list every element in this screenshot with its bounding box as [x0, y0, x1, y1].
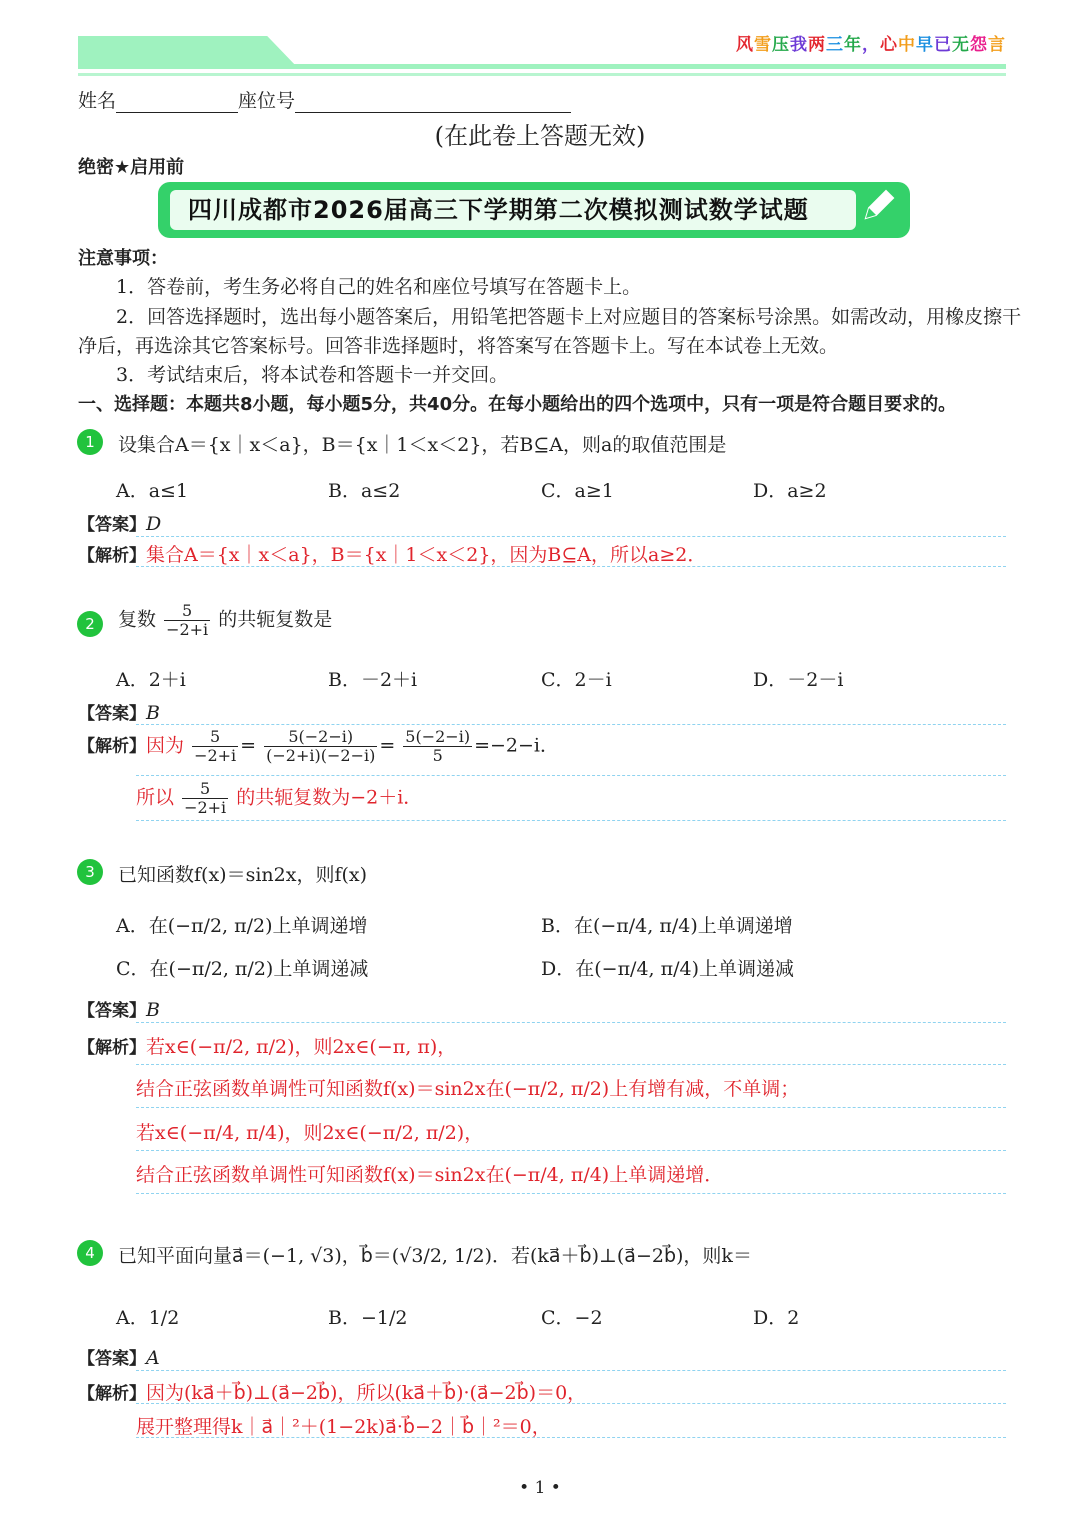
numerator: 5 [164, 602, 210, 621]
question-number-badge: 4 [77, 1240, 103, 1266]
q1-option-a: A．a≤1 [116, 480, 189, 502]
fraction [264, 728, 377, 765]
q1-answer [78, 510, 161, 535]
q3-analysis-line3: 若x∈(−π/4, π/4)，则2x∈(−π/2, π/2)， [136, 1122, 484, 1144]
q2-stem [118, 602, 332, 639]
q3-stem: 已知函数f(x)＝sin2x，则f(x) [118, 864, 368, 886]
q3-option-d: D．在(−π/4, π/4)上单调递减 [541, 958, 795, 980]
notice-item-1: 1．答卷前，考生务必将自己的姓名和座位号填写在答题卡上。 [116, 276, 642, 298]
notice-item-3: 3．考试结束后，将本试卷和答题卡一并交回。 [116, 364, 509, 386]
header-rule-thin [78, 73, 1006, 76]
q3-option-c: C．在(−π/2, π/2)上单调递减 [116, 958, 369, 980]
q3-analysis-line2: 结合正弦函数单调性可知函数f(x)＝sin2x在(−π/2, π/2)上有增有减，不单调； [136, 1078, 800, 1100]
analysis-text: 若x∈(−π/2, π/2)，则2x∈(−π, π)， [146, 1036, 457, 1058]
divider [136, 566, 1006, 567]
divider [136, 1064, 1006, 1065]
q4-option-d: D．2 [753, 1307, 800, 1329]
header-rule [78, 64, 1006, 69]
q2-option-c: C．2－i [541, 669, 612, 691]
q4-analysis-line1 [78, 1378, 586, 1405]
q3-option-a: A．在(−π/2, π/2)上单调递增 [116, 915, 368, 937]
divider [136, 775, 1006, 776]
numerator: 5 [182, 780, 228, 799]
exam-title: 四川成都市2026届高三下学期第二次模拟测试数学试题 [170, 190, 856, 230]
q1-stem: 设集合A＝{x｜x＜a}，B＝{x｜1＜x＜2}，若B⊆A，则a的取值范围是 [118, 434, 727, 456]
analysis-text: 的共轭复数为−2＋i． [236, 786, 423, 809]
denominator: −2+i [184, 798, 227, 817]
question-number-badge: 1 [77, 429, 103, 455]
q3-answer [78, 996, 160, 1021]
divider [136, 1193, 1006, 1194]
secret-label: 绝密★启用前 [78, 157, 185, 178]
q3-analysis-line1 [78, 1032, 456, 1059]
notice-item-2: 2．回答选择题时，选出每小题答案后，用铅笔把答题卡上对应题目的答案标号涂黑。如需改动，用橡皮擦干 [116, 306, 1022, 328]
q2-analysis-line1: 【解析】因为 $\frac{5}{-2+i}$ = $\frac{5(-2-i)}{(-2+i)(-2-i)}$ = $\frac{5(-2-i)}{5}$ =−2−i． [78, 727, 560, 765]
q2-analysis-line2 [136, 780, 422, 817]
answer-label: 【答案】 [78, 1349, 146, 1369]
analysis-result: =−2−i． [474, 734, 560, 757]
notice-item-2-cont: 净后，再选涂其它答案标号。回答非选择题时，将答案写在答题卡上。写在本试卷上无效。 [78, 335, 839, 357]
q2-stem-pre: 复数 [118, 608, 157, 631]
q3-analysis-line4: 结合正弦函数单调性可知函数f(x)＝sin2x在(−π/4, π/4)上单调递增． [136, 1164, 724, 1186]
q2-option-b: B．－2＋i [328, 669, 418, 691]
numerator: 5 [192, 728, 238, 747]
q3-option-b: B．在(−π/4, π/4)上单调递增 [541, 915, 793, 937]
divider [136, 724, 1006, 725]
answer-value: A [146, 1347, 160, 1369]
divider [136, 820, 1006, 821]
q2-stem-post: 的共轭复数是 [218, 608, 333, 631]
divider [136, 536, 1006, 537]
analysis-text: 所以 [136, 786, 175, 809]
numerator: 5(−2−i) [405, 727, 471, 746]
section-heading: 一、选择题：本题共8小题，每小题5分，共40分。在每小题给出的四个选项中，只有一项是符合题目要求的。 [78, 394, 957, 415]
divider [136, 1022, 1006, 1023]
q1-analysis [78, 540, 706, 567]
answer-label: 【答案】 [78, 1001, 146, 1021]
q1-option-b: B．a≤2 [328, 480, 401, 502]
q2-option-d: D．－2－i [753, 669, 844, 691]
analysis-label: 【解析】 [78, 1038, 146, 1058]
q1-option-d: D．a≥2 [753, 480, 827, 502]
q1-option-c: C．a≥1 [541, 480, 614, 502]
answer-label: 【答案】 [78, 515, 146, 535]
question-number-badge: 3 [77, 859, 103, 885]
answer-value: B [146, 999, 160, 1021]
invalid-note: (在此卷上答题无效) [434, 122, 646, 150]
q4-stem: 已知平面向量a⃗＝(−1, √3)，b⃗＝(√3/2, 1/2)．若(ka⃗＋b⃗)⊥(a⃗−2b⃗)，则k＝ [118, 1245, 752, 1267]
q4-analysis-line2: 展开整理得k｜a⃗｜²＋(1−2k)a⃗·b⃗−2｜b⃗｜²＝0， [136, 1416, 551, 1438]
answer-value: D [146, 513, 162, 535]
q4-answer [78, 1344, 160, 1369]
q4-option-c: C．−2 [541, 1307, 603, 1329]
analysis-text: 集合A＝{x｜x＜a}，B＝{x｜1＜x＜2}，因为B⊆A，所以a≥2． [146, 544, 707, 566]
analysis-text: 因为(ka⃗＋b⃗)⊥(a⃗−2b⃗)，所以(ka⃗＋b⃗)·(a⃗−2b⃗)＝0， [146, 1382, 587, 1404]
divider [136, 1437, 1006, 1438]
denominator: −2+i [166, 620, 209, 639]
denominator: 5 [432, 746, 443, 765]
candidate-form [78, 86, 571, 113]
numerator: 5(−2−i) [264, 728, 377, 747]
q2-answer [78, 699, 160, 724]
divider [136, 1370, 1006, 1371]
fraction [164, 602, 210, 639]
analysis-label: 【解析】 [78, 546, 146, 566]
header-motto: 风雪压我两三年，心中早已无怨言 [736, 35, 1006, 55]
pencil-icon [858, 186, 898, 226]
divider [136, 1150, 1006, 1151]
fraction [192, 728, 238, 765]
name-blank [116, 92, 238, 113]
divider [136, 1403, 1006, 1404]
seat-blank [295, 92, 571, 113]
analysis-text: 因为 [146, 734, 185, 757]
q4-option-b: B．−1/2 [328, 1307, 408, 1329]
denominator: −2+i [194, 746, 237, 765]
analysis-label: 【解析】 [78, 1384, 146, 1404]
page-number: • 1 • [519, 1478, 561, 1498]
fraction [182, 780, 228, 817]
seat-label: 座位号 [238, 90, 296, 112]
denominator: (−2+i)(−2−i) [266, 746, 376, 765]
q4-option-a: A．1/2 [116, 1307, 180, 1329]
fraction [403, 728, 472, 765]
analysis-label: 【解析】 [78, 736, 146, 757]
answer-value: B [146, 702, 160, 724]
name-label: 姓名 [78, 90, 117, 112]
question-number-badge: 2 [77, 611, 103, 637]
q2-option-a: A．2＋i [116, 669, 186, 691]
notice-heading: 注意事项： [78, 248, 168, 269]
answer-label: 【答案】 [78, 704, 146, 724]
divider [136, 1107, 1006, 1108]
